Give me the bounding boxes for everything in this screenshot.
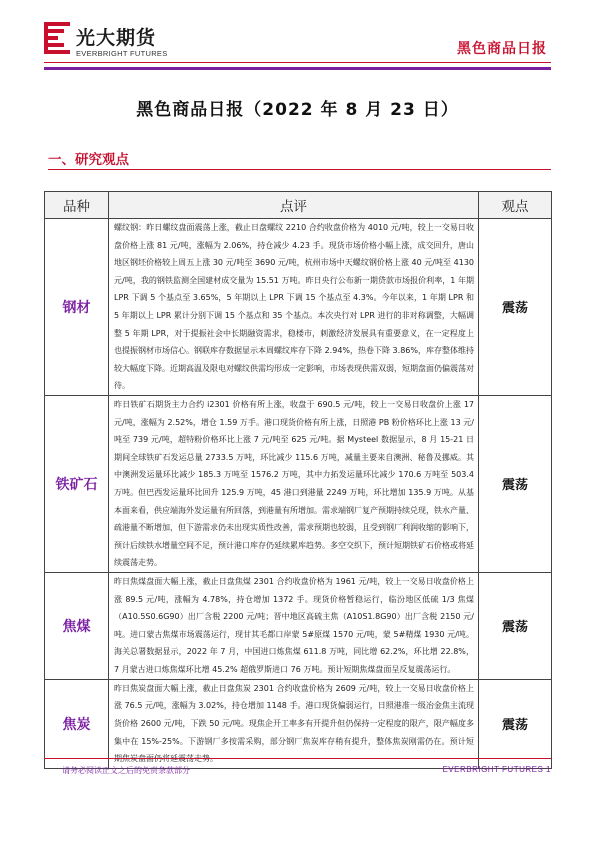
variety-cell: 焦煤 [45, 572, 109, 679]
comment-cell: 螺纹钢：昨日螺纹盘面震荡上涨，截止日盘螺纹 2210 合约收盘价格为 4010 元/吨，较上一交易日收盘价格上涨 81 元/吨，涨幅为 2.06%，持仓减少 4.23 手。现货市场价格小幅上涨，成交回升，唐山地区钢坯价格较上周五上涨 30 元/吨至 3690 元/吨，杭州市场中天螺纹钢价格上涨 40 元/吨至 4130 元/吨，我的钢铁监测全国建材成交量为 15.51 万吨。昨日央行公布新一期贷款市场报价利率，1 年期 LPR 下调 5 个基点至 3.65%，5 年期以上 LPR 下调 15 个基点至 4.3%。今年以来，1 年期 LPR 和 5 年期以上 LPR 累计分别下调 15 个基点和 35 个基点。本次央行对 LPR 进行的非对称调整，大幅调整 5 年期 LPR，对于提振社会中长期融资需求，稳楼市，刺激经济发展具有重要意义，在一定程度上也提振钢材市场信心。钢联库存数据显示本周螺纹库存下降 2.94%，热卷下降 3.86%，库存整体维持较大幅度下降。近期高温及限电对螺纹供需均形成一定影响，市场表现供需双弱，短期盘面仍偏震荡对待。 [109, 219, 479, 396]
variety-cell: 铁矿石 [45, 395, 109, 572]
column-header-view: 观点 [479, 192, 552, 219]
section-divider [48, 169, 551, 170]
footer-brand-page-number: EVERBRIGHT FUTURES 1 [442, 765, 551, 774]
logo-english-text: EVERBRIGHT FUTURES [76, 49, 168, 58]
column-header-comment: 点评 [109, 192, 479, 219]
table-row [45, 572, 552, 679]
view-cell: 震荡 [479, 219, 552, 396]
document-title: 黑色商品日报（2022 年 8 月 23 日） [136, 100, 459, 120]
logo-chinese-text: 光大期货 [76, 27, 157, 49]
research-view-table [44, 191, 552, 769]
comment-cell: 昨日焦炭盘面大幅上涨，截止日盘焦炭 2301 合约收盘价格为 2609 元/吨，较上一交易日收盘价格上涨 76.5 元/吨，涨幅为 3.02%，持仓增加 1148 手。港口现货偏弱运行，日照港准一级冶金焦主流现货价格 2600 元/吨，下跌 50 元/吨。现焦企开工率多有开提升但仍保持一定程度的限产，限产幅度多集中在 15%-25%。下游钢厂多按需采购，部分钢厂焦炭库存稍有提升，整体焦炭刚需仍在。预计短 [109, 679, 479, 768]
header-title: 黑色商品日报 [457, 41, 547, 57]
view-cell: 震荡 [479, 572, 552, 679]
view-cell: 震荡 [479, 679, 552, 768]
column-header-variety: 品种 [45, 192, 109, 219]
table-row [45, 679, 552, 768]
table-row [45, 219, 552, 396]
variety-cell: 焦炭 [45, 679, 109, 768]
logo-mark-icon [44, 22, 70, 58]
header-divider-thin [44, 62, 551, 63]
view-cell: 震荡 [479, 395, 552, 572]
company-logo [44, 22, 174, 62]
footer-disclaimer: 请务必阅读正文之后的免责条款部分 [62, 766, 190, 775]
table-header-row [45, 192, 552, 219]
section-title: 一、研究观点 [48, 152, 129, 168]
comment-cell: 昨日焦煤盘面大幅上涨，截止日盘焦煤 2301 合约收盘价格为 1961 元/吨，较上一交易日收盘价格上涨 89.5 元/吨，涨幅为 4.78%，持仓增加 1372 手。现货价格暂稳运行，临汾地区低硫 1/3 焦煤（A10.5S0.6G90）出厂含税 2200 元/吨；晋中地区高硫主焦（A10S1.8G90）出厂含税 2150 元/吨。进口蒙古焦煤市场震荡运行，现甘其毛都口岸蒙 5#原煤 1570 元/吨，蒙 5#精煤 1930 元/吨。海关总署数据显示，2022 年 7 月，中国进口炼焦煤 611.8 万吨，同比增 62.2%，环比增 22.8%，7 月蒙古进口炼焦煤环比增 45.2% 超俄罗斯进口 76 万吨。预计短期焦煤盘面呈反复震荡运行。 [109, 572, 479, 679]
footer-divider [44, 758, 551, 759]
table-row [45, 395, 552, 572]
header-divider [44, 67, 551, 70]
comment-cell: 昨日铁矿石期货主力合约 i2301 价格有所上涨，收盘于 690.5 元/吨，较上一交易日收盘价上涨 17 元/吨，涨幅为 2.52%，增仓 1.59 万手。港口现货价格有所上涨，日照港 PB 粉价格环比上涨 13 元/吨至 739 元/吨，超特粉价格环比上涨 7 元/吨至 625 元/吨。据 Mysteel 数据显示，8 月 15-21 日期间全球铁矿石发运总量 2733.5 万吨，环比减少 115.6 万吨，减量主要来自澳洲、秘鲁及挪威。其中澳洲发运量环比减少 185.3 万吨至 1576.2 万吨，其中力拓发运量环比减少 170.6 万吨至 503.4 万吨。但巴西发运量环比回升 125.9 万吨，45 港口到港量 2249 万吨，环比增加 135.9 万吨。从基本面来看，供应端海外发运量有所回落，到港量有所增加。需求端钢厂复产预期持续兑现，铁水产量、疏港量不断增加，但下游需求仍未出现实质性改善，需求预期也较弱，且受到钢厂利润收缩的影响下，预计后续铁水增量空间不足，预计港口库存仍延续累库趋势。多空交织下，预计短期铁矿石价格或将延续震荡走势。 [109, 395, 479, 572]
page-header [0, 0, 595, 70]
variety-cell: 钢材 [45, 219, 109, 396]
